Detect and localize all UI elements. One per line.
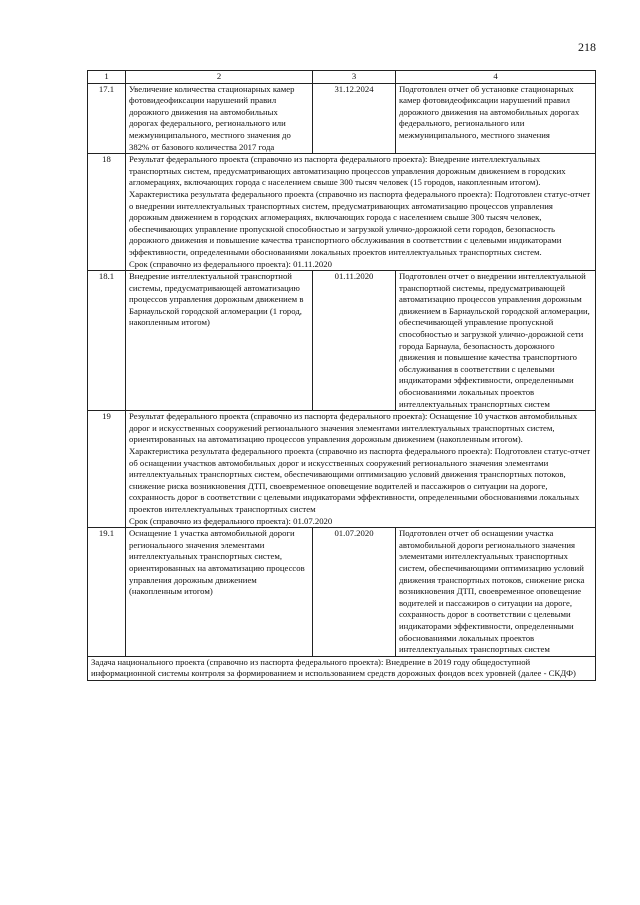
measure-date: 01.11.2020	[313, 271, 396, 411]
measure-description: Оснащение 1 участка автомобильной дороги регионального значения элементами интеллектуальных транспортных систем, ориентированных на автоматизацию процессов управления дорожным движением (накопленным итогом)	[126, 528, 313, 657]
column-header-4: 4	[396, 71, 596, 84]
row-number: 19.1	[88, 528, 126, 657]
measure-result: Подготовлен отчет о внедрении интеллектуальной транспортной системы, предусматривающей автоматизацию процессов управления дорожным движением в Барнаульской городской агломерации, обеспечивающей управление пропускной способностью и загрузкой улично-дорожной сети города Барнаула, безопасность дорожного движения и повышение качества транспортного обслуживания в соответствии с целевыми индикаторами эффективности, определенными обоснованиями локальных проектов интеллектуальных транспортных систем	[396, 271, 596, 411]
federal-result-text: Результат федерального проекта (справочно из паспорта федерального проекта): Внедрение интеллектуальных транспортных систем, предусматривающих автоматизацию процессов управления дорожным движением в городских агломерациях, включающих города с населением свыше 300 тысяч человек (15 городов, накопленным итогом).	[129, 154, 566, 188]
column-header-3: 3	[313, 71, 396, 84]
page-number: 218	[578, 40, 596, 54]
row-number: 17.1	[88, 83, 126, 154]
table-header-row	[88, 71, 596, 84]
measures-table	[87, 70, 596, 681]
federal-result-text: Результат федерального проекта (справочно из паспорта федерального проекта): Оснащение 10 участков автомобильных дорог и искусственных сооружений регионального значения элементами интеллектуальных транспортных систем, ориентированных на автоматизацию процессов управления дорожным движением (накопленным итогом).	[129, 411, 578, 445]
table-row-19	[88, 411, 596, 528]
measure-description: Увеличение количества стационарных камер фотовидеофиксации нарушений правил дорожного движения на автомобильных дорогах федерального, регионального или межмуниципального, местного значения до 382% от базового количества 2017 года	[126, 83, 313, 154]
measure-date: 01.07.2020	[313, 528, 396, 657]
table-row-18	[88, 154, 596, 271]
column-header-2: 2	[126, 71, 313, 84]
national-project-task: Задача национального проекта (справочно из паспорта федерального проекта): Внедрение в 2019 году общедоступной информационной системы контроля за формированием и использованием средств дорожных фондов всех уровней (далее - СКДФ)	[88, 656, 596, 680]
federal-result-block	[126, 154, 596, 271]
federal-result-characteristic: Характеристика результата федерального проекта (справочно из паспорта федерального проекта): Подготовлен статус-отчет о внедрении интеллектуальных транспортных систем, предусматривающих автоматизацию процессов управления дорожным движением в городских агломерациях, включающих города с населением свыше 300 тысяч человек, обеспечивающих управление пропускной способностью и загрузкой улично-дорожной сети городов, безопасность дорожного движения и повышение качества транспортного обслуживания в соответствии с целевыми индикаторами эффективности, определенными обоснованиями локальных проектов интеллектуальных транспортных систем.	[129, 188, 591, 257]
measure-result: Подготовлен отчет об установке стационарных камер фотовидеофиксации нарушений правил дорожного движения на автомобильных дорогах федерального, регионального или межмуниципального, местного значения	[396, 83, 596, 154]
table-row-18-1	[88, 271, 596, 411]
table-row-17-1	[88, 83, 596, 154]
row-number: 18.1	[88, 271, 126, 411]
column-header-1: 1	[88, 71, 126, 84]
row-number: 19	[88, 411, 126, 528]
measure-date: 31.12.2024	[313, 83, 396, 154]
federal-result-term: Срок (справочно из федерального проекта): 01.11.2020	[129, 258, 332, 269]
table-row-task	[88, 656, 596, 680]
measure-description: Внедрение интеллектуальной транспортной системы, предусматривающей автоматизацию процессов управления дорожным движением в Барнаульской городской агломерации (1 город, накопленным итогом)	[126, 271, 313, 411]
federal-result-block	[126, 411, 596, 528]
federal-result-term: Срок (справочно из федерального проекта): 01.07.2020	[129, 515, 333, 526]
row-number: 18	[88, 154, 126, 271]
measure-result: Подготовлен отчет об оснащении участка автомобильной дороги регионального значения элементами интеллектуальных транспортных систем, обеспечивающими оптимизацию условий движения транспортных потоков, снижение риска возникновения ДТП, своевременное оповещение водителей и пассажиров о ситуации на дороге, сохранность дорог в соответствии с целевыми индикаторами эффективности, определенными обоснованиями локальных проектов интеллектуальных транспортных систем	[396, 528, 596, 657]
federal-result-characteristic: Характеристика результата федерального проекта (справочно из паспорта федерального проекта): Подготовлен статус-отчет об оснащении участков автомобильных дорог и искусственных сооружений регионального значения элементами интеллектуальных транспортных систем, обеспечивающими оптимизацию условий движения транспортных потоков, снижение риска возникновения ДТП, своевременное оповещение водителей и пассажиров о ситуации на дороге, сохранность дорог в соответствии с целевыми индикаторами эффективности, определенными обоснованиями локальных проектов интеллектуальных транспортных систем	[129, 446, 591, 514]
table-row-19-1	[88, 528, 596, 657]
